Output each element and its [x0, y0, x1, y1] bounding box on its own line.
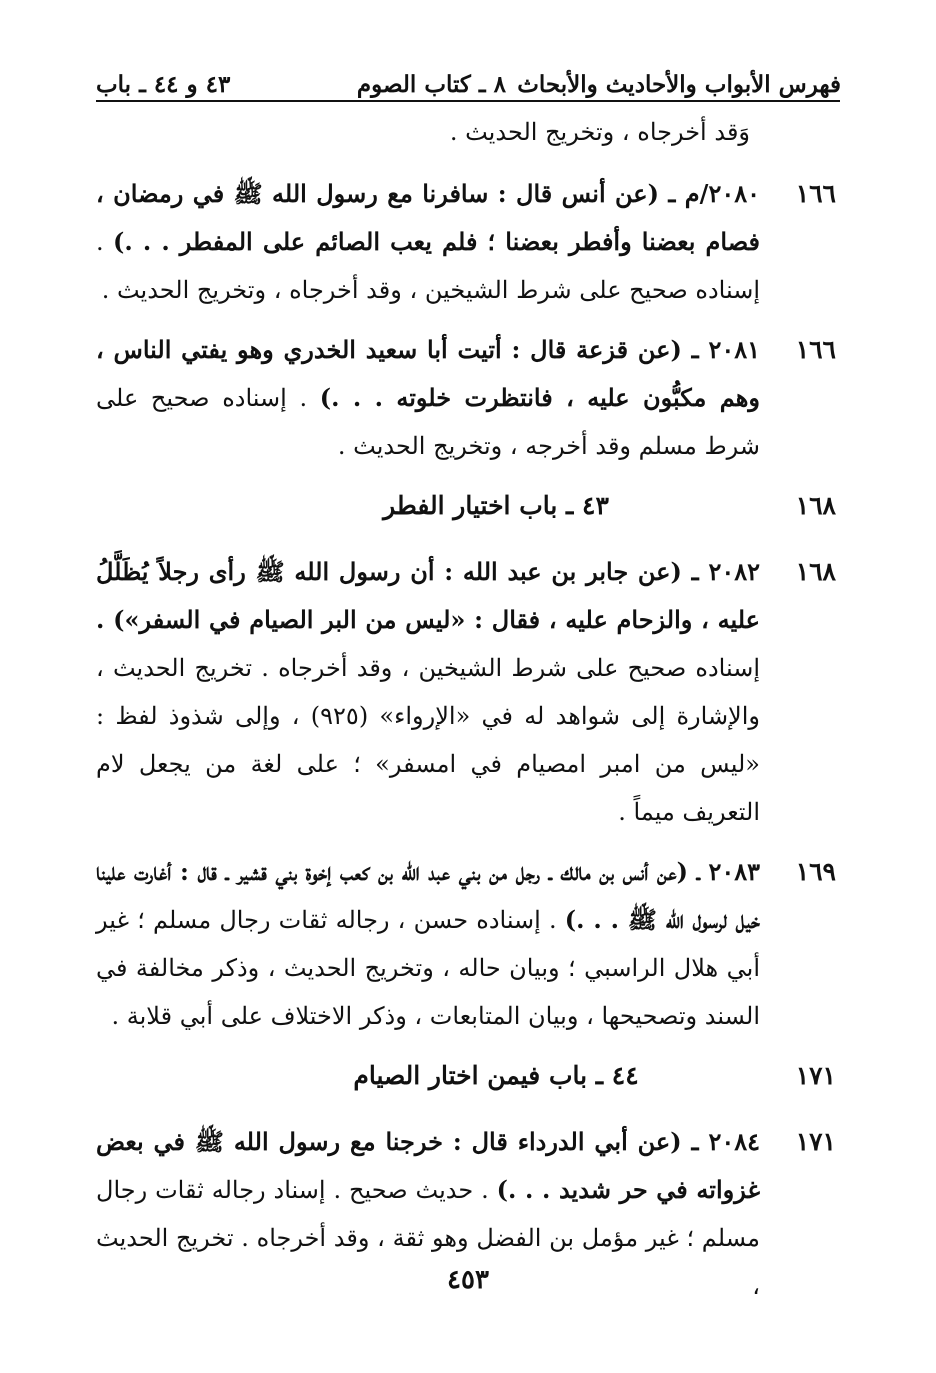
- hadith-matn: ٢٠٨٠/م ـ (عن أنس قال : سافرنا مع رسول الله ﷺ في رمضان ، فصام بعضنا وأفطر بعضنا ؛ فلم يعب الصائم على المفطر . . .): [96, 179, 760, 256]
- header-chapter: ٨ ـ كتاب الصوم: [356, 71, 506, 98]
- hadith-entry-2081: [96, 326, 840, 470]
- page-ref: ١٧١: [795, 1127, 836, 1156]
- hadith-commentary: . إسناده حسن ، رجاله ثقات رجال مسلم ؛ غير أبي هلال الراسبي ؛ وبيان حاله ، وتخريج الحديث ، وذكر مخالفة في السند وتصحيحها ، وبيان المتابعات ، وذكر الاختلاف على أبي قلابة .: [96, 906, 760, 1030]
- hadith-entry-2083: [96, 848, 840, 1040]
- chapter-heading-43: [96, 482, 840, 530]
- page-number: ٤٥٣: [447, 1265, 489, 1295]
- page-ref: ١٦٦: [795, 179, 836, 208]
- entry-text: [96, 848, 776, 1040]
- hadith-commentary: . إسناده صحيح على شرط مسلم وقد أخرجه ، وتخريج الحديث .: [96, 384, 760, 460]
- header-title: فهرس الأبواب والأحاديث والأبحاث: [517, 71, 841, 98]
- header-rule: [96, 100, 840, 102]
- page-ref: ١٦٦: [795, 335, 836, 364]
- entry-text: [96, 326, 776, 470]
- page-ref: ١٦٨: [795, 557, 836, 586]
- hadith-entry-2080m: [96, 170, 840, 314]
- hadith-commentary: إسناده صحيح على شرط الشيخين ، وقد أخرجاه . تخريج الحديث ، والإشارة إلى شواهد له في «الإرواء» (٩٢٥) ، وإلى شذوذ لفظ : «ليس من امبر امصيام في امسفر» ؛ على لغة من يجعل لام التعريف ميماً .: [96, 654, 761, 826]
- hadith-commentary: . إسناده صحيح على شرط الشيخين ، وقد أخرجاه ، وتخريج الحديث .: [96, 228, 760, 304]
- header-section: ٤٣ و ٤٤ ـ باب: [96, 71, 231, 98]
- entry-text: [96, 548, 776, 836]
- index-body: [96, 108, 840, 1322]
- hadith-matn: ٢٠٨٣ ـ (عن أنس بن مالك ـ رجل من بني عبد الله بن كعب إخوة بني قشير ـ قال : أغارت علينا خيل لرسول الله ﷺ . . .): [96, 857, 760, 934]
- chapter-title: ٤٤ ـ باب فيمن اختار الصيام: [353, 1061, 639, 1090]
- page-ref: ١٧١: [795, 1061, 836, 1090]
- page-ref: ١٦٩: [795, 857, 836, 886]
- hadith-entry-2082: [96, 548, 840, 836]
- hadith-matn: ٢٠٨٤ ـ (عن أبي الدرداء قال : خرجنا مع رسول الله ﷺ في بعض غزواته في حر شديد . . .): [96, 1127, 760, 1204]
- entry-text: [96, 170, 776, 314]
- chapter-heading-44: [96, 1052, 840, 1100]
- hadith-commentary: . حديث صحيح . إسناد رجاله ثقات رجال مسلم ؛ غير مؤمل بن الفضل وهو ثقة ، وقد أخرجاه . تخريج الحديث ،: [96, 1176, 760, 1300]
- chapter-title: ٤٣ ـ باب اختيار الفطر: [383, 491, 609, 520]
- page-ref: ١٦٨: [795, 491, 836, 520]
- running-header: [96, 58, 841, 98]
- hadith-matn: ٢٠٨١ ـ (عن قزعة قال : أتيت أبا سعيد الخدري وهو يفتي الناس ، وهم مكبُّون عليه ، فانتظرت خلوته . . .): [96, 335, 760, 412]
- continuation-line: وَقد أخرجاه ، وتخريج الحديث .: [449, 118, 750, 146]
- hadith-matn: ٢٠٨٢ ـ (عن جابر بن عبد الله : أن رسول الله ﷺ رأى رجلاً يُظَلَّلُ عليه ، والزحام عليه ، فقال : «ليس من البر الصيام في السفر») .: [96, 557, 760, 634]
